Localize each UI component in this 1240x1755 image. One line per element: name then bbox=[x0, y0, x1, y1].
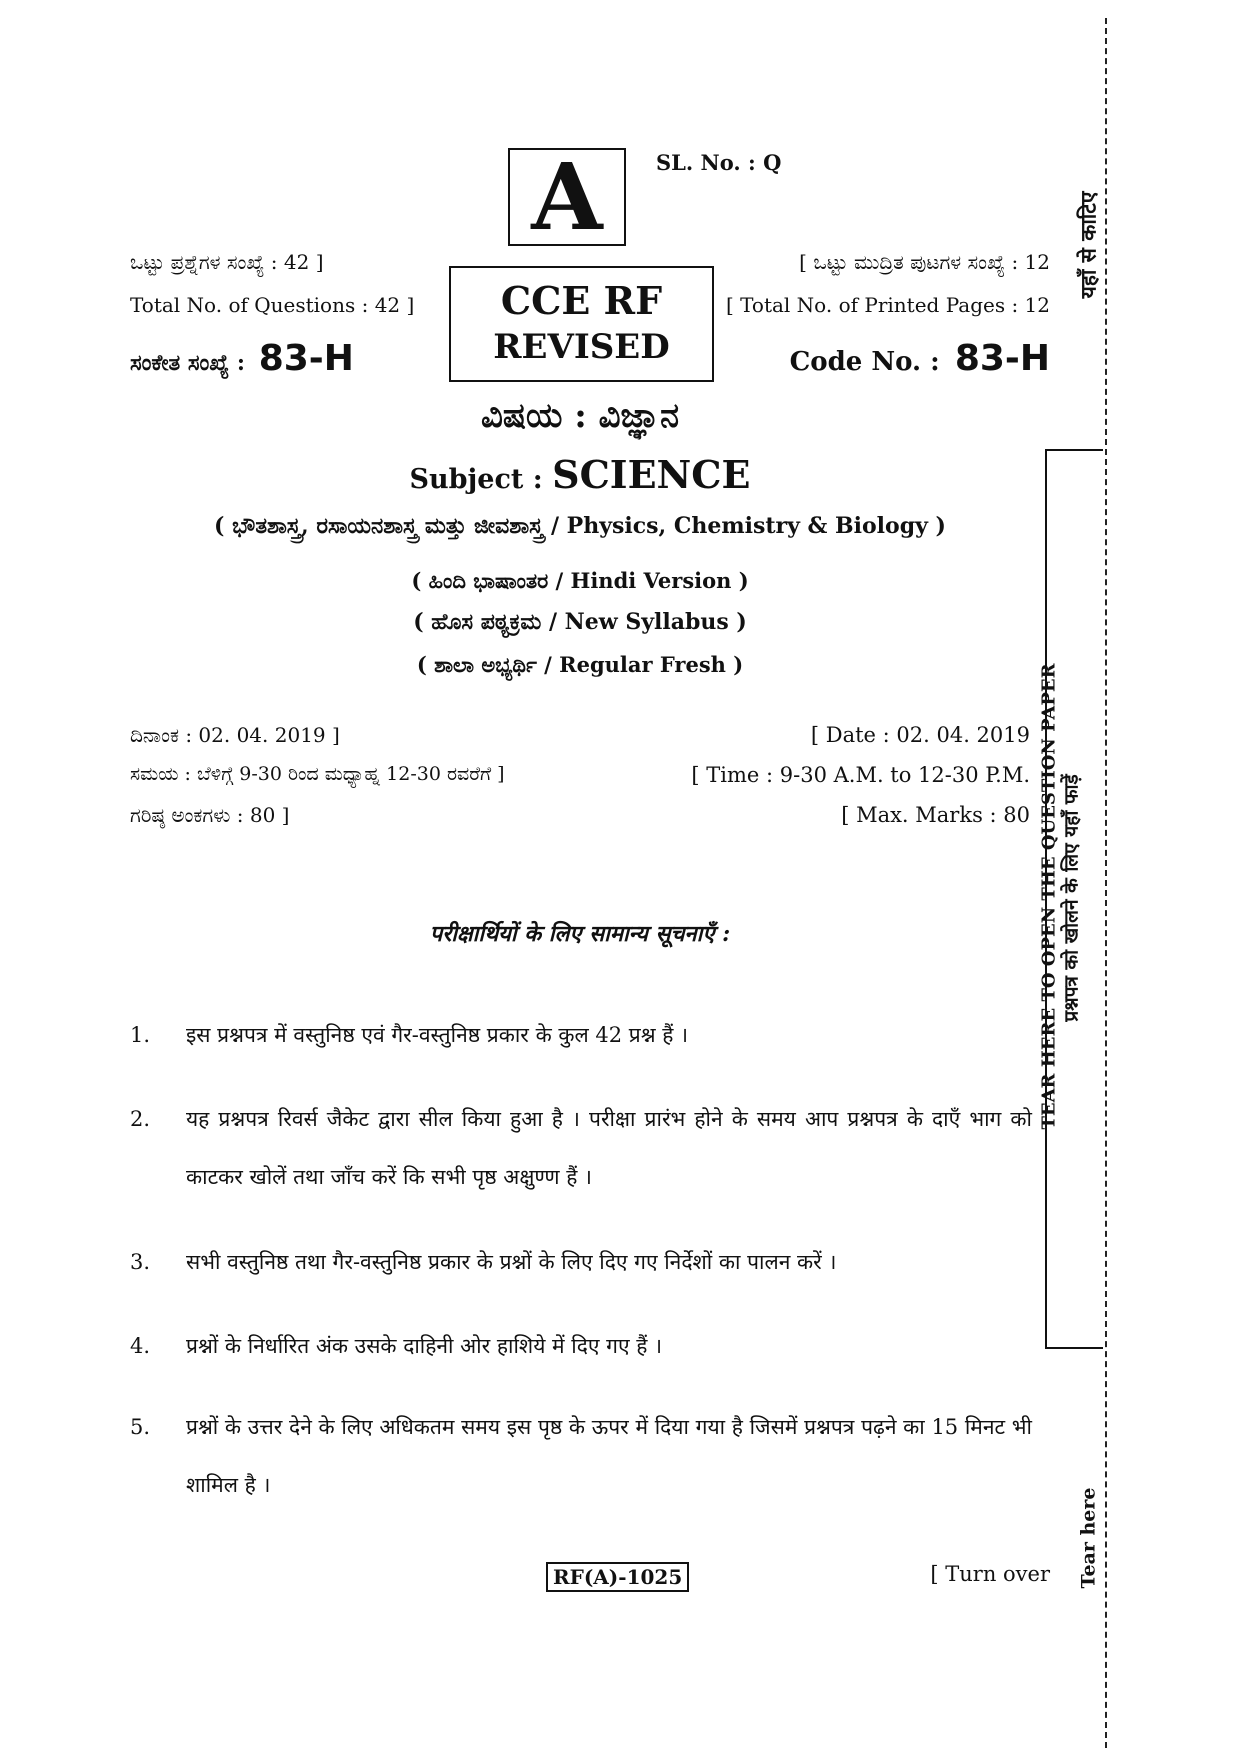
subject-label: Subject : bbox=[409, 464, 543, 495]
instruction-text: प्रश्नों के निर्धारित अंक उसके दाहिनी ओर हाशिये में दिए गए हैं । bbox=[186, 1334, 663, 1358]
instruction-text: यह प्रश्नपत्र रिवर्स जैकेट द्वारा सील किया हुआ है । परीक्षा प्रारंभ होने के समय आप प्रश्नपत्र के दाएँ भाग को काटकर खोलें तथा जाँच करें कि सभी पृष्ठ अक्षुण्ण हैं । bbox=[186, 1107, 1032, 1189]
marks-kannada: ಗರಿಷ್ಠ ಅಂಕಗಳು : 80 ] bbox=[130, 803, 290, 827]
code-value-left: 83-H bbox=[258, 338, 354, 379]
instruction-number: 1. bbox=[130, 1023, 151, 1047]
date-kannada: ದಿನಾಂಕ : 02. 04. 2019 ] bbox=[130, 723, 340, 747]
syllabus-line: ( ಹೊಸ ಪಠ್ಯಕ್ರಮ / New Syllabus ) bbox=[413, 609, 747, 635]
instructions-heading: परीक्षार्थियों के लिए सामान्य सूचनाएँ : bbox=[429, 921, 731, 947]
time-kannada: ಸಮಯ : ಬೆಳಿಗ್ಗೆ 9-30 ರಿಂದ ಮಧ್ಯಾಹ್ನ 12-30 ರವರೆಗೆ ] bbox=[130, 763, 505, 785]
serial-number: SL. No. : Q bbox=[656, 150, 782, 175]
instruction-item bbox=[130, 1006, 1032, 1064]
instruction-item bbox=[130, 1090, 1032, 1206]
instruction-item bbox=[130, 1233, 1032, 1291]
instruction-item bbox=[130, 1398, 1032, 1514]
total-pages-english: [ Total No. of Printed Pages : 12 bbox=[725, 293, 1050, 317]
code-number-kannada bbox=[130, 338, 354, 379]
total-questions-english: Total No. of Questions : 42 ] bbox=[130, 293, 415, 317]
exam-type-line1: CCE RF bbox=[500, 278, 663, 323]
instruction-number: 2. bbox=[130, 1107, 151, 1131]
instruction-number: 5. bbox=[130, 1415, 151, 1439]
instruction-text: प्रश्नों के उत्तर देने के लिए अधिकतम समय इस पृष्ठ के ऊपर में दिया गया है जिसमें प्रश्नपत्र पढ़ने का 15 मिनट भी शामिल है । bbox=[186, 1415, 1032, 1497]
turn-over-note: [ Turn over bbox=[930, 1562, 1050, 1586]
subject-english bbox=[0, 452, 1160, 497]
version-line: ( ಹಿಂದಿ ಭಾಷಾಂತರ / Hindi Version ) bbox=[411, 568, 749, 593]
instruction-text: इस प्रश्नपत्र में वस्तुनिष्ठ एवं गैर-वस्तुनिष्ठ प्रकार के कुल 42 प्रश्न हैं । bbox=[186, 1023, 689, 1047]
instruction-number: 4. bbox=[130, 1334, 151, 1358]
instruction-item bbox=[130, 1317, 1032, 1375]
candidate-type-line: ( ಶಾಲಾ ಅಭ್ಯರ್ಥಿ / Regular Fresh ) bbox=[416, 652, 744, 677]
date-english: [ Date : 02. 04. 2019 bbox=[810, 723, 1030, 747]
subject-branches: ( ಭೌತಶಾಸ್ತ್ರ, ರಸಾಯನಶಾಸ್ತ್ರ ಮತ್ತು ಜೀವಶಾಸ್ತ್ರ / Physics, Chemistry & Biology ) bbox=[214, 513, 946, 539]
instruction-text: सभी वस्तुनिष्ठ तथा गैर-वस्तुनिष्ठ प्रकार के प्रश्नों के लिए दिए गए निर्देशों का पालन करें । bbox=[186, 1250, 837, 1274]
cut-here-hindi: यहाँ से काटिए bbox=[1074, 191, 1100, 299]
subject-name: SCIENCE bbox=[552, 452, 751, 497]
code-value-right: 83-H bbox=[954, 338, 1050, 379]
tear-here-english: TEAR HERE TO OPEN THE QUESTION PAPER bbox=[1038, 662, 1060, 1130]
tear-here-label: Tear here bbox=[1076, 1487, 1099, 1589]
tear-here-hindi: प्रश्नपत्र को खोलने के लिए यहाँ फाड़ें bbox=[1060, 774, 1083, 1022]
time-english: [ Time : 9-30 A.M. to 12-30 P.M. bbox=[691, 763, 1030, 787]
code-label-kannada: ಸಂಕೇತ ಸಂಖ್ಯೆ : bbox=[130, 350, 246, 376]
total-questions-kannada: ಒಟ್ಟು ಪ್ರಶ್ನೆಗಳ ಸಂಖ್ಯೆ : 42 ] bbox=[130, 250, 324, 274]
code-number-english bbox=[790, 338, 1050, 379]
exam-type-box bbox=[449, 266, 714, 382]
code-label-english: Code No. : bbox=[789, 347, 940, 377]
paper-set-letter: A bbox=[508, 148, 626, 246]
exam-type-line2: REVISED bbox=[493, 327, 670, 367]
instruction-number: 3. bbox=[130, 1250, 151, 1274]
footer-code: RF(A)-1025 bbox=[546, 1562, 689, 1592]
subject-kannada: ವಿಷಯ : ವಿಜ್ಞಾನ bbox=[480, 396, 680, 436]
marks-english: [ Max. Marks : 80 bbox=[841, 803, 1030, 827]
total-pages-kannada: [ ಒಟ್ಟು ಮುದ್ರಿತ ಪುಟಗಳ ಸಂಖ್ಯೆ : 12 bbox=[799, 250, 1050, 274]
